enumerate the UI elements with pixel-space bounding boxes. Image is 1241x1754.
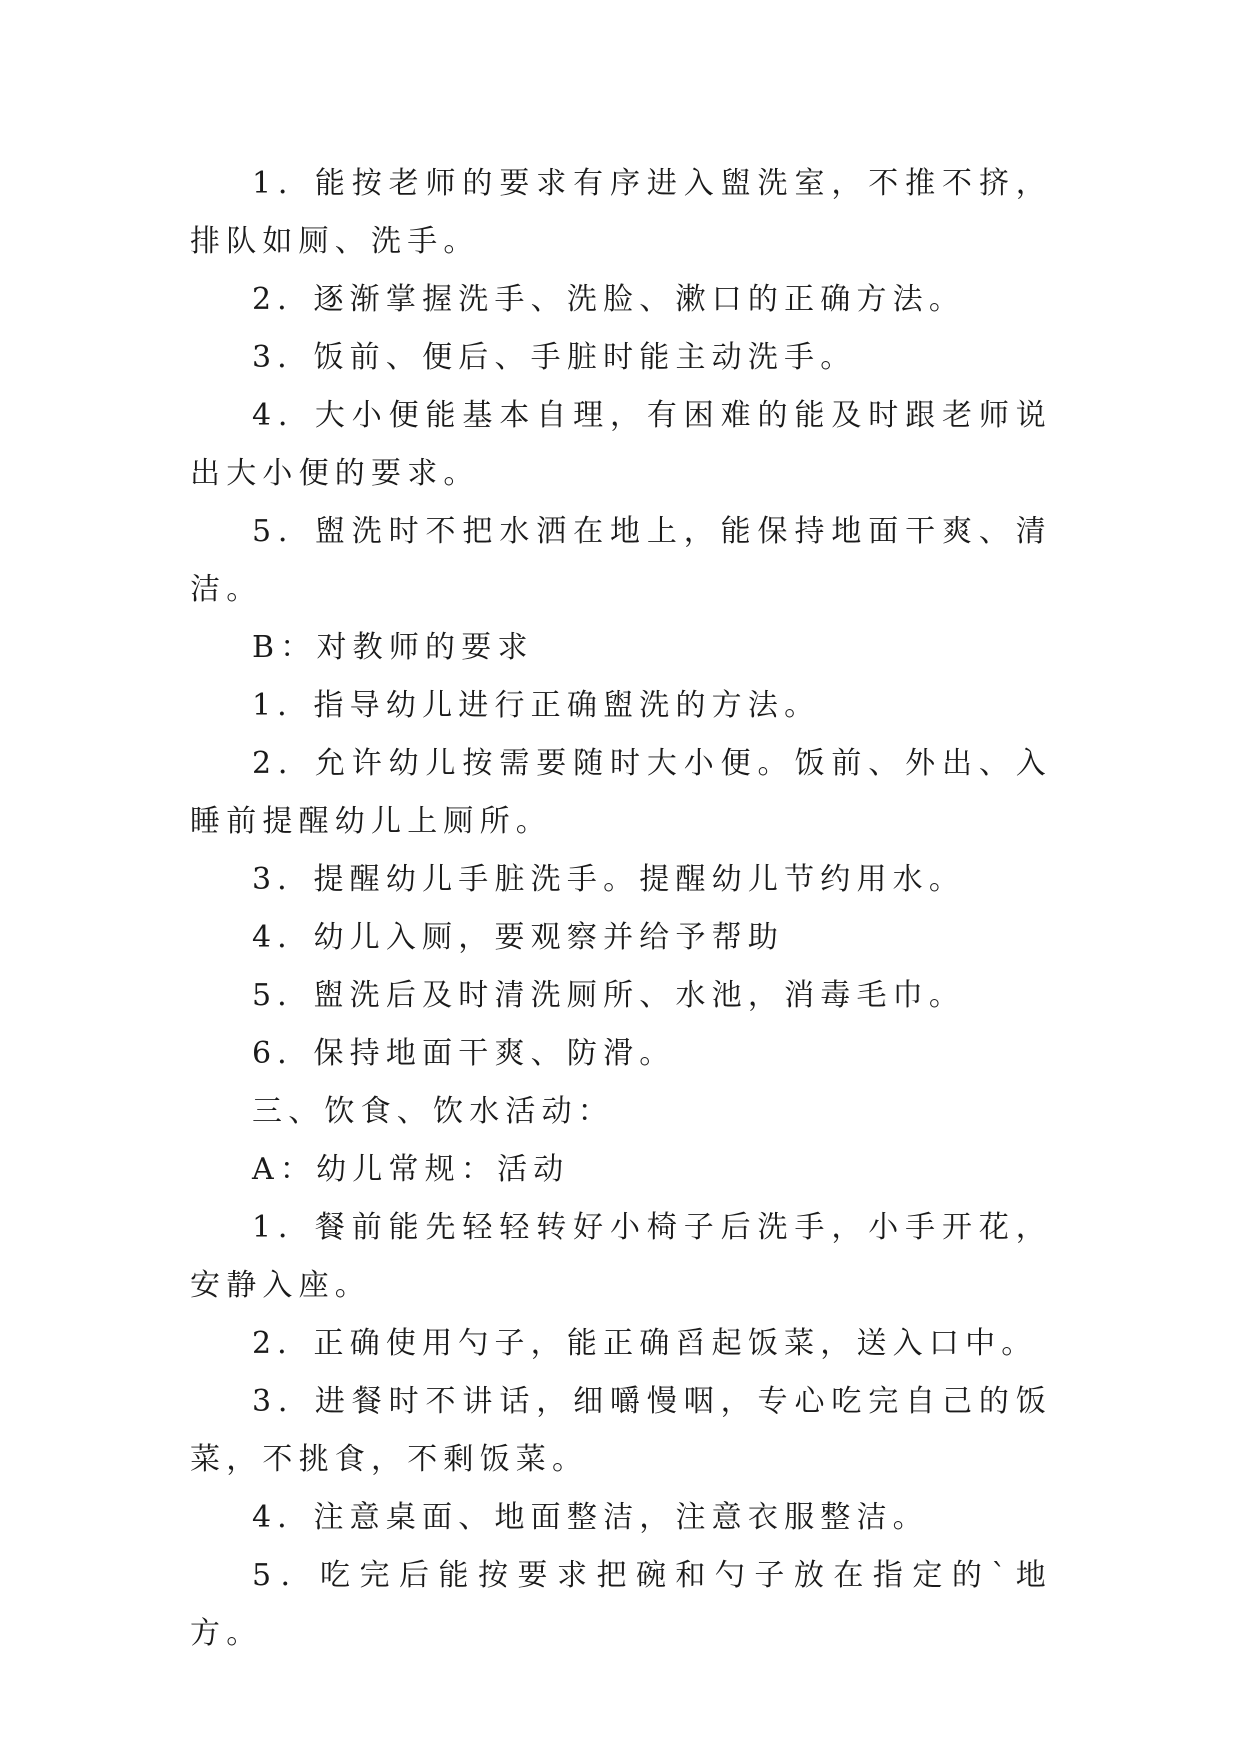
paragraph-eating-rule-5: 5．吃完后能按要求把碗和勺子放在指定的`地方。 — [190, 1558, 1052, 1651]
paragraph-toilet-rule-3: 3．饭前、便后、手脏时能主动洗手。 — [252, 340, 857, 375]
section-heading-child-routine: A：幼儿常规：活动 — [252, 1152, 570, 1187]
section-heading-eating-drinking: 三、饮食、饮水活动： — [252, 1094, 614, 1129]
paragraph-eating-rule-2: 2．正确使用勺子，能正确舀起饭菜，送入口中。 — [252, 1326, 1038, 1361]
paragraph-toilet-rule-4: 4．大小便能基本自理，有困难的能及时跟老师说出大小便的要求。 — [190, 398, 1052, 491]
paragraph-teacher-rule-4: 4．幼儿入厕，要观察并给予帮助 — [252, 920, 785, 955]
document-body — [190, 155, 1052, 1663]
paragraph-teacher-rule-2: 2．允许幼儿按需要随时大小便。饭前、外出、入睡前提醒幼儿上厕所。 — [190, 746, 1052, 839]
paragraph-toilet-rule-5: 5．盥洗时不把水洒在地上，能保持地面干爽、清洁。 — [190, 514, 1052, 607]
section-heading-teacher-requirements: B：对教师的要求 — [252, 630, 534, 665]
paragraph-toilet-rule-2: 2．逐渐掌握洗手、洗脸、漱口的正确方法。 — [252, 282, 966, 317]
paragraph-teacher-rule-1: 1．指导幼儿进行正确盥洗的方法。 — [252, 688, 821, 723]
paragraph-toilet-rule-1: 1．能按老师的要求有序进入盥洗室，不推不挤，排队如厕、洗手。 — [190, 166, 1052, 259]
paragraph-eating-rule-3: 3．进餐时不讲话，细嚼慢咽，专心吃完自己的饭菜，不挑食，不剩饭菜。 — [190, 1384, 1052, 1477]
paragraph-teacher-rule-5: 5．盥洗后及时清洗厕所、水池，消毒毛巾。 — [252, 978, 966, 1013]
paragraph-teacher-rule-6: 6．保持地面干爽、防滑。 — [252, 1036, 676, 1071]
paragraph-teacher-rule-3: 3．提醒幼儿手脏洗手。提醒幼儿节约用水。 — [252, 862, 966, 897]
paragraph-eating-rule-1: 1．餐前能先轻轻转好小椅子后洗手，小手开花，安静入座。 — [190, 1210, 1052, 1303]
paragraph-eating-rule-4: 4．注意桌面、地面整洁，注意衣服整洁。 — [252, 1500, 929, 1535]
